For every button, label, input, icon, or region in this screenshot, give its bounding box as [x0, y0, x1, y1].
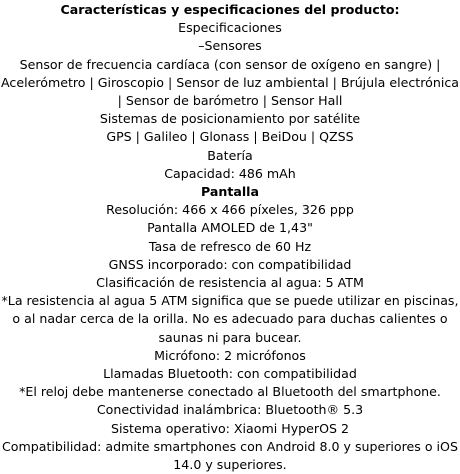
- gnss-list: GPS | Galileo | Glonass | BeiDou | QZSS: [106, 129, 354, 145]
- display-resolution: Resolución: 466 x 466 píxeles, 326 ppp: [106, 202, 354, 218]
- display-screen: Pantalla AMOLED de 1,43": [147, 220, 313, 236]
- bluetooth-note: *El reloj debe mantenerse conectado al Bluetooth del smartphone.: [19, 384, 441, 400]
- battery-capacity: Capacidad: 486 mAh: [164, 165, 296, 181]
- display-refresh: Tasa de refresco de 60 Hz: [148, 238, 312, 254]
- gnss-builtin: GNSS incorporado: con compatibilidad: [108, 256, 352, 272]
- sensors-subtitle: –Sensores: [198, 38, 262, 54]
- wireless-connectivity: Conectividad inalámbrica: Bluetooth® 5.3: [96, 402, 364, 418]
- microphone: Micrófono: 2 micrófonos: [154, 347, 306, 363]
- display-title: Pantalla: [200, 184, 259, 200]
- gnss-title: Sistemas de posicionamiento por satélite: [99, 111, 361, 127]
- compatibility: Compatibilidad: admite smartphones con Android 8.0 y superiores o iOS 14.0 y superiores.: [2, 438, 458, 473]
- operating-system: Sistema operativo: Xiaomi HyperOS 2: [111, 420, 349, 436]
- battery-title: Batería: [207, 147, 253, 163]
- bluetooth-calls: Llamadas Bluetooth: con compatibilidad: [103, 366, 357, 382]
- sensors-list: Sensor de frecuencia cardíaca (con sensor de oxígeno en sangre) | Acelerómetro | Giroscopio | Sensor de luz ambiental | Brújula electrónica | Sensor de barómetro | Sensor Hall: [1, 56, 459, 109]
- water-rating: Clasificación de resistencia al agua: 5 ATM: [96, 275, 364, 291]
- specs-title: Especificaciones: [178, 20, 282, 36]
- water-note: *La resistencia al agua 5 ATM significa que se puede utilizar en piscinas, o al nadar cerca de la orilla. No es adecuado para duchas calientes o saunas ni para bucear.: [1, 293, 459, 345]
- document-heading: Características y especificaciones del producto:: [60, 2, 400, 17]
